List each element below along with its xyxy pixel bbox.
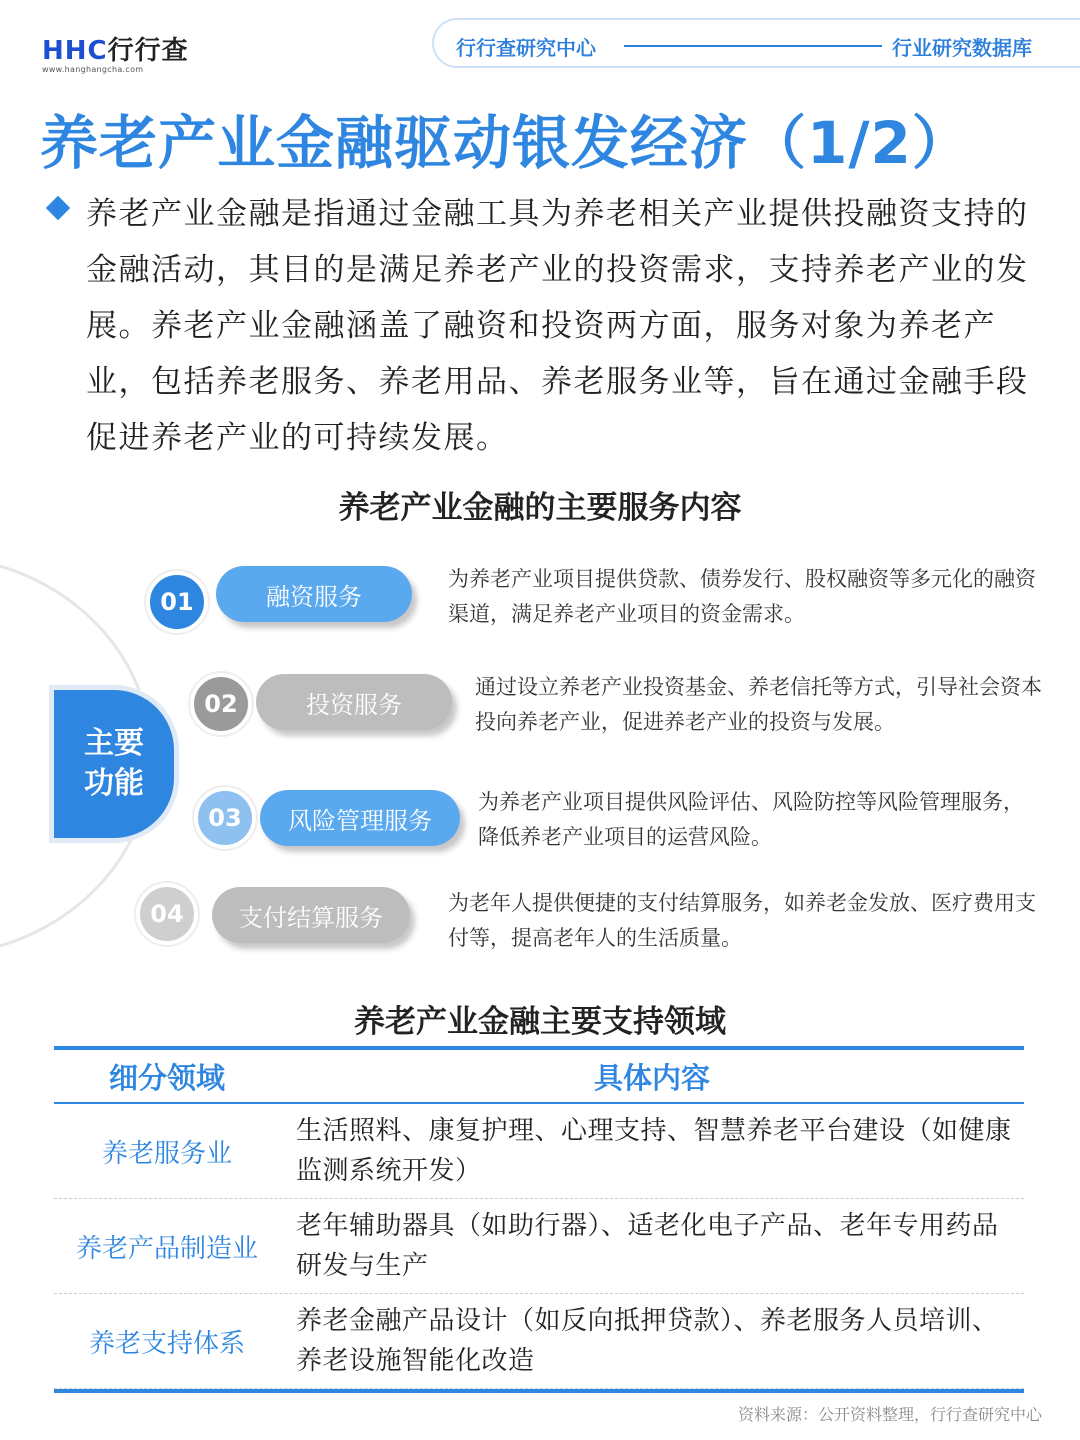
function-desc-payment: 为老年人提供便捷的支付结算服务，如养老金发放、医疗费用支付等，提高老年人的生活质量。 — [448, 891, 1036, 950]
header-right-label: 行业研究数据库 — [892, 36, 1032, 60]
function-desc-investment: 通过设立养老产业投资基金、养老信托等方式，引导社会资本投向养老产业，促进养老产业的投资与发展。 — [475, 675, 1042, 734]
table-row — [54, 1104, 1024, 1199]
table-bottom-border — [54, 1389, 1024, 1393]
function-pill-financing: 融资服务 — [216, 566, 412, 622]
logo — [42, 30, 189, 74]
main-function-label: 主要功能 — [84, 726, 144, 801]
function-pill-investment: 投资服务 — [256, 674, 452, 730]
diamond-bullet-icon — [46, 196, 70, 220]
table-row — [54, 1294, 1024, 1389]
table-cell-field: 养老产品制造业 — [75, 1233, 258, 1264]
section-title-services: 养老产业金融的主要服务内容 — [338, 490, 742, 526]
main-function-box — [54, 690, 174, 838]
header-left-label: 行行查研究中心 — [456, 36, 596, 60]
table-cell-content: 生活照料、康复护理、心理支持、智慧养老平台建设（如健康监测系统开发） — [296, 1116, 1012, 1186]
table-cell-content: 老年辅助器具（如助行器）、适老化电子产品、老年专用药品研发与生产 — [296, 1211, 999, 1281]
logo-name: 行行查 — [107, 36, 189, 66]
table-cell-field: 养老支持体系 — [88, 1328, 245, 1359]
function-desc-financing: 为养老产业项目提供贷款、债券发行、股权融资等多元化的融资渠道，满足养老产业项目的资金需求。 — [448, 567, 1036, 626]
function-desc-risk: 为养老产业项目提供风险评估、风险防控等风险管理服务，降低养老产业项目的运营风险。 — [478, 790, 1024, 849]
function-pill-risk: 风险管理服务 — [260, 790, 460, 846]
function-number-03: 03 — [194, 787, 256, 849]
table-row — [54, 1199, 1024, 1294]
header-divider — [624, 45, 882, 47]
section-title-fields: 养老产业金融主要支持领域 — [354, 1004, 726, 1040]
support-fields-table — [54, 1046, 1024, 1393]
intro-paragraph: 养老产业金融是指通过金融工具为养老相关产业提供投融资支持的金融活动，其目的是满足养老产业的投资需求，支持养老产业的发展。养老产业金融涵盖了融资和投资两方面，服务对象为养老产业，包括养老服务、养老用品、养老服务业等，旨在通过金融手段促进养老产业的可持续发展。 — [86, 196, 1029, 456]
table-header-field: 细分领域 — [108, 1060, 225, 1095]
page-title: 养老产业金融驱动银发经济（1/2） — [40, 109, 971, 177]
logo-url: www.hanghangcha.com — [42, 65, 144, 74]
table-cell-field: 养老服务业 — [101, 1138, 232, 1169]
table-header-content: 具体内容 — [593, 1060, 710, 1095]
table-cell-content: 养老金融产品设计（如反向抵押贷款）、养老服务人员培训、养老设施智能化改造 — [296, 1306, 999, 1376]
function-pill-payment: 支付结算服务 — [212, 887, 410, 943]
function-number-02: 02 — [190, 673, 252, 735]
table-header — [54, 1050, 1024, 1104]
header-bar — [432, 18, 1080, 68]
logo-mark: HHC — [42, 36, 108, 66]
function-number-01: 01 — [146, 571, 208, 633]
source-note: 资料来源：公开资料整理，行行查研究中心 — [737, 1405, 1042, 1424]
function-number-04: 04 — [136, 883, 198, 945]
